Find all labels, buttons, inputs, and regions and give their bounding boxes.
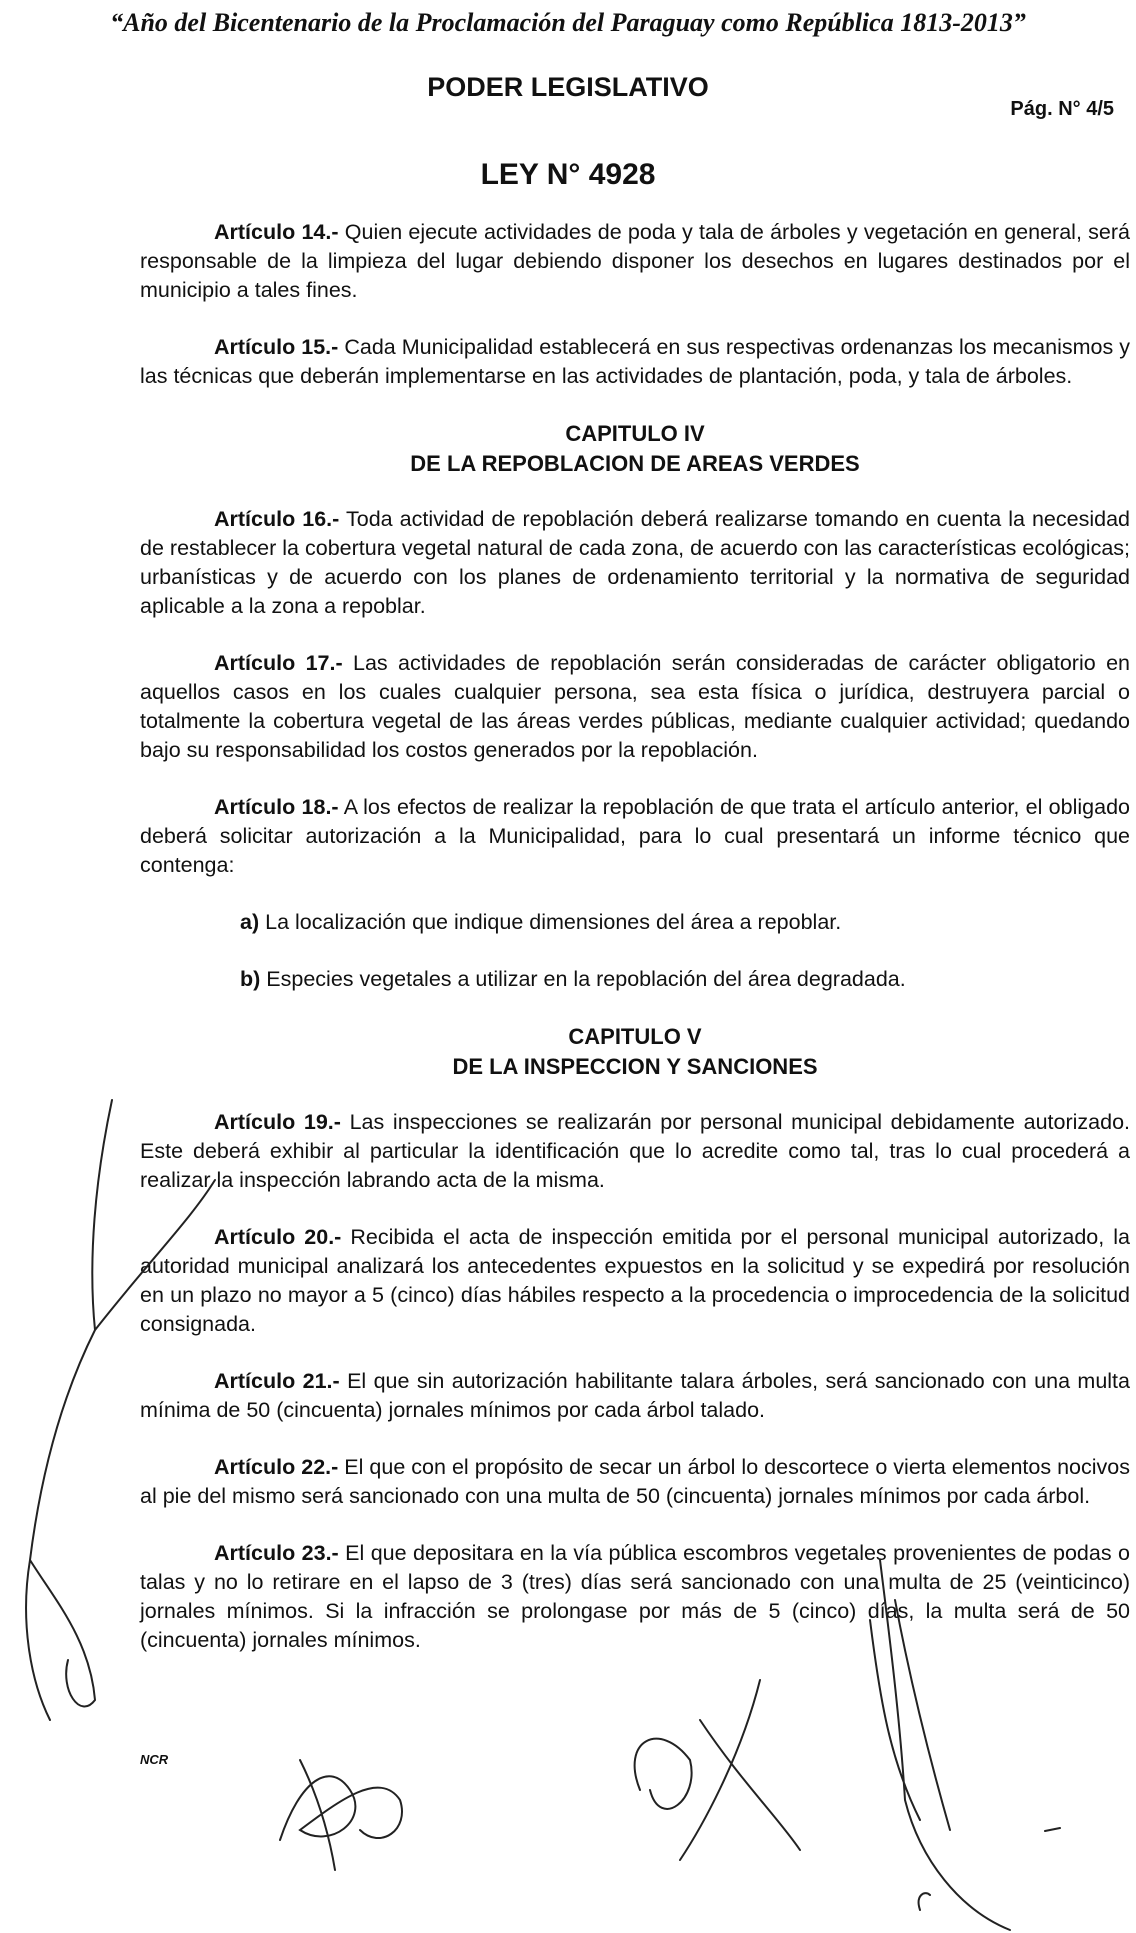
article-label: Artículo 15.- — [214, 335, 339, 359]
list-marker: a) — [240, 910, 260, 934]
page-number: Pág. N° 4/5 — [1010, 98, 1114, 120]
right-signature-mark — [919, 1828, 1060, 1910]
article-text: El que con el propósito de secar un árbol lo descortece o vierta elementos nocivos al pie del mismo será sancionado con una multa de 50 (cincuenta) jornales mínimos por cada árbol. — [140, 1455, 1130, 1508]
article-label: Artículo 22.- — [214, 1455, 339, 1479]
chapter-title: DE LA REPOBLACION DE AREAS VERDES — [410, 451, 860, 476]
article-label: Artículo 19.- — [214, 1110, 341, 1134]
article-label: Artículo 18.- — [214, 795, 339, 819]
article-text: Recibida el acta de inspección emitida por el personal municipal autorizado, la autoridad municipal analizará los antecedentes expuestos en la solicitud y se expedirá por resolución en un plazo no mayor a 5 (cinco) días hábiles respecto a la procedencia o improcedencia de la solicitud consignada. — [140, 1225, 1130, 1336]
chapter-number: CAPITULO V — [568, 1024, 702, 1049]
article-label: Artículo 14.- — [214, 220, 339, 244]
chapter-number: CAPITULO IV — [565, 421, 705, 446]
bottom-left-signature — [280, 1760, 402, 1870]
list-text: Especies vegetales a utilizar en la repoblación del área degradada. — [266, 967, 906, 991]
article-label: Artículo 17.- — [214, 651, 343, 675]
article-label: Artículo 16.- — [214, 507, 340, 531]
article-text: Las actividades de repoblación serán consideradas de carácter obligatorio en aquellos casos en los cuales cualquier persona, sea esta física o jurídica, destruyera parcial o totalmente la cobertura vegetal de las áreas verdes públicas, mediante cualquier actividad; quedando bajo su responsabilidad los costos generados por la repoblación. — [140, 651, 1130, 762]
article-label: Artículo 23.- — [214, 1541, 339, 1565]
law-title: LEY N° 4928 — [480, 158, 656, 191]
article-text: Quien ejecute actividades de poda y tala de árboles y vegetación en general, será responsable de la limpieza del lugar debiendo disponer los desechos en lugares destinados por el municipio a tales fines. — [140, 220, 1130, 302]
article-text: Cada Municipalidad establecerá en sus respectivas ordenanzas los mecanismos y las técnicas que deberán implementarse en las actividades de plantación, poda, y tala de árboles. — [140, 335, 1130, 388]
list-marker: b) — [240, 967, 261, 991]
article-label: Artículo 21.- — [214, 1369, 340, 1393]
article-text: Toda actividad de repoblación deberá realizarse tomando en cuenta la necesidad de restablecer la cobertura vegetal natural de cada zona, de acuerdo con las características ecológicas; urbanísticas y de acuerdo con los planes de ordenamiento territorial y la normativa de seguridad aplicable a la zona a repoblar. — [140, 507, 1131, 618]
bottom-center-signature — [635, 1680, 800, 1860]
article-text: El que depositara en la vía pública escombros vegetales provenientes de podas o talas y no lo retirare en el lapso de 3 (tres) días será sancionado con una multa de 25 (veinticinco) jornales mínimos. Si la infracción se prolongase por más de 5 (cinco) días, la multa será de 50 (cincuenta) jornales mínimos. — [140, 1541, 1130, 1652]
article-text: Las inspecciones se realizarán por personal municipal debidamente autorizado. Este deberá exhibir al particular la identificación que lo acredite como tal, tras lo cual procederá a realizar la inspección labrando acta de la misma. — [140, 1110, 1130, 1192]
article-text: A los efectos de realizar la repoblación de que trata el artículo anterior, el obligado deberá solicitar autorización a la Municipalidad, para lo cual presentará un informe técnico que contenga: — [140, 795, 1130, 877]
right-margin-signature — [870, 1560, 1010, 1930]
article-label: Artículo 20.- — [214, 1225, 342, 1249]
typist-initials: NCR — [140, 1752, 169, 1767]
chapter-title: DE LA INSPECCION Y SANCIONES — [452, 1054, 818, 1079]
article-text: El que sin autorización habilitante talara árboles, será sancionado con una multa mínima de 50 (cincuenta) jornales mínimos por cada árbol talado. — [140, 1369, 1130, 1422]
bicentenary-motto: “Año del Bicentenario de la Proclamación del Paraguay como República 1813-2013” — [110, 8, 1026, 37]
list-text: La localización que indique dimensiones del área a repoblar. — [265, 910, 842, 934]
left-margin-signature — [26, 1100, 215, 1720]
institution-title: PODER LEGISLATIVO — [427, 72, 709, 102]
